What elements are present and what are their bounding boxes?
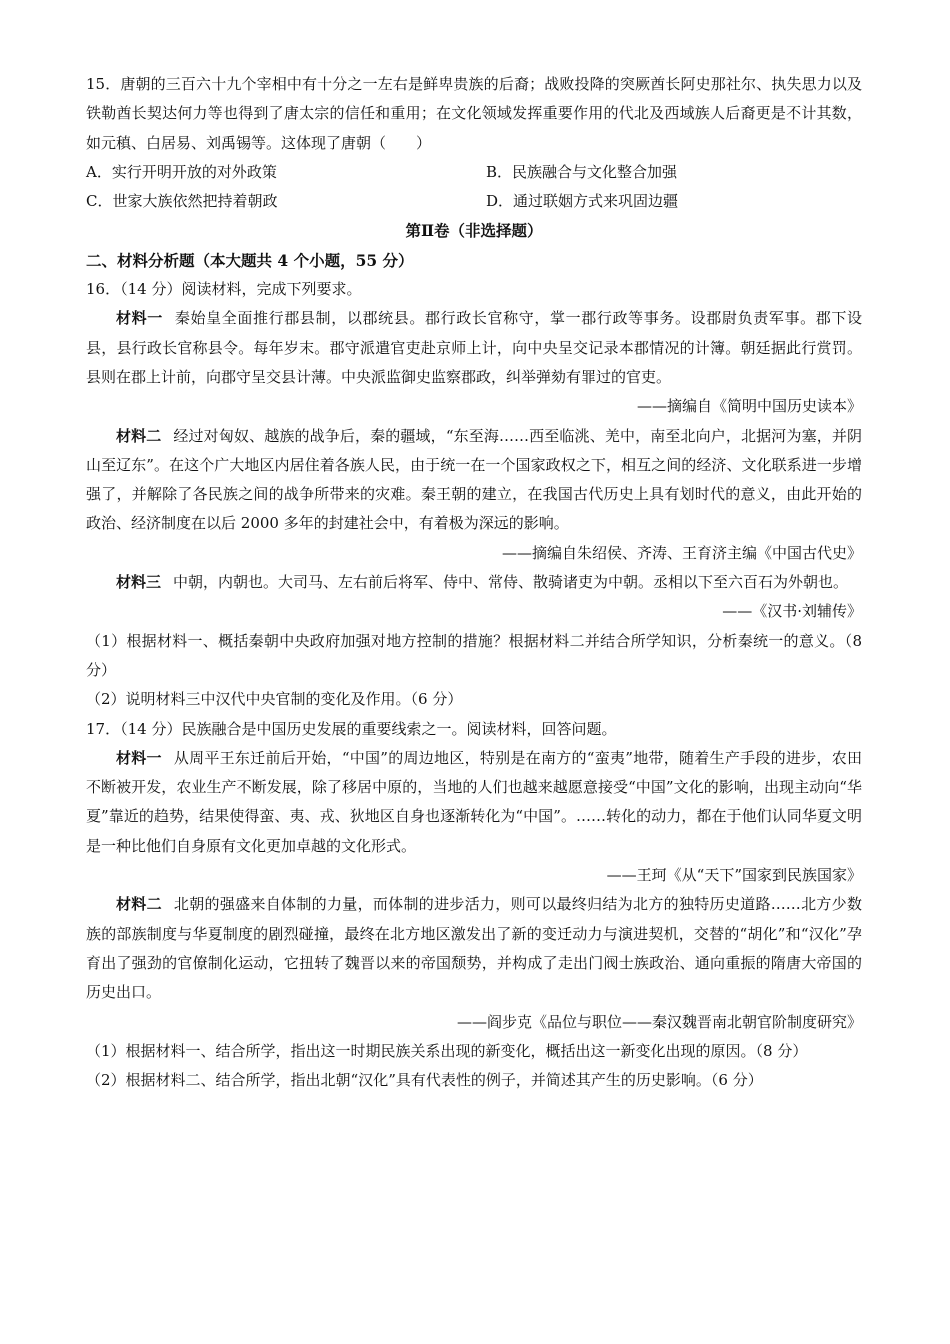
q16-subquestion-1: （1）根据材料一、概括秦朝中央政府加强对地方控制的措施？根据材料二并结合所学知识，分析秦统一的意义。（8 分） — [86, 631, 862, 679]
q16-material-1-source: ——摘编自《简明中国历史读本》 — [636, 397, 862, 416]
material-label: 材料二 — [116, 426, 162, 445]
part-2-title: 第Ⅱ卷（非选择题） — [405, 221, 543, 241]
option-c: C．世家大族依然把持着朝政 — [86, 192, 278, 211]
question-15 — [86, 70, 862, 216]
q17-material-1 — [86, 744, 862, 861]
material-text: 经过对匈奴、越族的战争后，秦的疆域，“东至海……西至临洮、羌中，南至北向户，北据河为塞，并阴山至辽东”。在这个广大地区内居住着各族人民，由于统一在一个国家政权之下，相互之间的经济、文化联系进一步增强了，并解除了各民族之间的战争所带来的灾难。秦王朝的建立，在我国古代历史上具有划时代的意义，由此开始的政治、经济制度在以后 2000 多年的封建社会中，有着极为深远的影响。 — [86, 426, 862, 533]
q16-material-3-source: ——《汉书·刘辅传》 — [722, 602, 862, 621]
material-label: 材料二 — [116, 895, 162, 914]
q16-material-2-source: ——摘编自朱绍侯、齐涛、王育济主编《中国古代史》 — [501, 543, 862, 562]
question-15-stem: 15．唐朝的三百六十九个宰相中有十分之一左右是鲜卑贵族的后裔；战败投降的突厥酋长阿史那社尔、执失思力以及铁勒酋长契达何力等也得到了唐太宗的信任和重用；在文化领域发挥重要作用的代北及西域族人后裔更是不计其数，如元稹、白居易、刘禹锡等。这体现了唐朝（ ） — [86, 75, 862, 152]
section-2-title: 二、材料分析题（本大题共 4 个小题，55 分） — [86, 250, 414, 270]
question-16-header: 16．（14 分）阅读材料，完成下列要求。 — [86, 280, 362, 299]
option-d: D．通过联姻方式来巩固边疆 — [486, 192, 679, 211]
question-17 — [86, 715, 862, 1096]
material-label: 材料三 — [116, 573, 162, 592]
q17-subquestion-1: （1）根据材料一、结合所学，指出这一时期民族关系出现的新变化，概括出这一新变化出现的原因。（8 分） — [86, 1041, 808, 1060]
q17-material-2-source: ——阎步克《品位与职位——秦汉魏晋南北朝官阶制度研究》 — [456, 1012, 862, 1031]
material-label: 材料一 — [116, 309, 163, 328]
question-16 — [86, 275, 862, 714]
q16-subquestion-2: （2）说明材料三中汉代中央官制的变化及作用。（6 分） — [86, 690, 463, 709]
material-text: 秦始皇全面推行郡县制，以郡统县。郡行政长官称守，掌一郡行政等事务。设郡尉负责军事。郡下设县，县行政长官称县令。每年岁末。郡守派遣官吏赴京师上计，向中央呈交记录本郡情况的计簿。朝廷据此行赏罚。县则在郡上计前，向郡守呈交县计薄。中央派监御史监察郡政，纠举弹劾有罪过的官吏。 — [86, 309, 862, 386]
q16-material-2 — [86, 422, 862, 539]
q16-material-3 — [86, 568, 862, 597]
q17-subquestion-2: （2）根据材料二、结合所学，指出北朝“汉化”具有代表性的例子，并简述其产生的历史影响。（6 分） — [86, 1071, 763, 1090]
material-text: 从周平王东迁前后开始，“中国”的周边地区，特别是在南方的“蛮夷”地带，随着生产手段的进步，农田不断被开发，农业生产不断发展，除了移居中原的，当地的人们也越来越愿意接受“中国”文化的影响，出现主动向“华夏”靠近的趋势，结果使得蛮、夷、戎、狄地区自身也逐渐转化为“中国”。……转化的动力，都在于他们认同华夏文明是一种比他们自身原有文化更加卓越的文化形式。 — [86, 748, 862, 855]
question-17-header: 17．（14 分）民族融合是中国历史发展的重要线索之一。阅读材料，回答问题。 — [86, 719, 617, 738]
material-label: 材料一 — [116, 748, 162, 767]
q17-material-1-source: ——王珂《从“天下”国家到民族国家》 — [606, 866, 862, 885]
question-15-options — [86, 158, 862, 217]
q16-material-1 — [86, 304, 862, 392]
option-b: B．民族融合与文化整合加强 — [486, 162, 678, 181]
material-text: 北朝的强盛来自体制的力量，而体制的进步活力，则可以最终归结为北方的独特历史道路……北方少数族的部族制度与华夏制度的剧烈碰撞，最终在北方地区激发出了新的变迁动力与演进契机，交替的“胡化”和“汉化”孕育出了强劲的官僚制化运动，它扭转了魏晋以来的帝国颓势，并构成了走出门阀士族政治、通向重振的隋唐大帝国的历史出口。 — [86, 895, 862, 1002]
material-text: 中朝，内朝也。大司马、左右前后将军、侍中、常侍、散骑诸吏为中朝。丞相以下至六百石为外朝也。 — [173, 573, 849, 592]
option-a: A．实行开明开放的对外政策 — [86, 162, 277, 181]
exam-page — [86, 70, 862, 1095]
q17-material-2 — [86, 890, 862, 1007]
